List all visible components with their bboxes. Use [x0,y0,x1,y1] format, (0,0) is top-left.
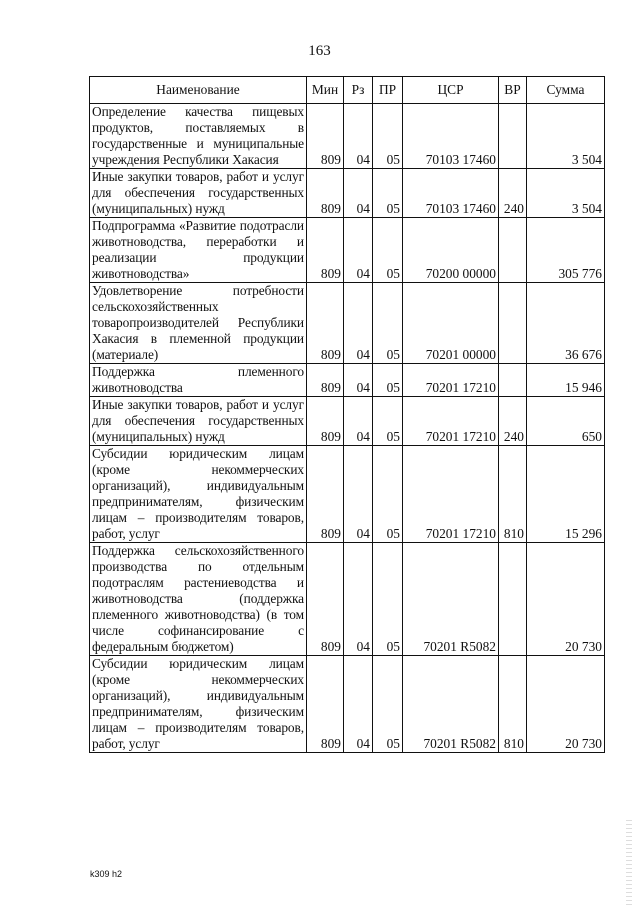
row-min: 809 [307,283,344,364]
row-csr: 70201 17210 [403,397,499,446]
row-vr [499,218,527,283]
row-min: 809 [307,169,344,218]
row-csr: 70201 00000 [403,283,499,364]
row-min: 809 [307,446,344,543]
row-pr: 05 [373,218,403,283]
row-name: Иные закупки товаров, работ и услуг для обеспечения государственных (муниципальных) нужд [90,397,307,446]
row-pr: 05 [373,656,403,753]
row-pr: 05 [373,104,403,169]
row-name: Подпрограмма «Развитие подотрасли животноводства, переработки и реализации продукции животноводства» [90,218,307,283]
row-min: 809 [307,397,344,446]
table-header-row [90,77,605,104]
row-sum: 305 776 [527,218,605,283]
column-header: Сумма [527,77,605,104]
row-csr: 70103 17460 [403,104,499,169]
row-vr: 240 [499,397,527,446]
row-name: Поддержка племенного животноводства [90,364,307,397]
row-name: Субсидии юридическим лицам (кроме некоммерческих организаций), индивидуальным предпринимателям, физическим лицам – производителям товаров, работ, услуг [90,446,307,543]
scan-margin-noise [626,820,632,905]
footer-code: k309 h2 [90,869,123,879]
row-sum: 3 504 [527,169,605,218]
column-header: Мин [307,77,344,104]
budget-table [89,76,605,753]
row-sum: 650 [527,397,605,446]
column-header: Рз [344,77,373,104]
row-sum: 36 676 [527,283,605,364]
row-min: 809 [307,364,344,397]
row-rz: 04 [344,656,373,753]
row-min: 809 [307,218,344,283]
row-pr: 05 [373,543,403,656]
table-row [90,543,605,656]
row-rz: 04 [344,446,373,543]
row-name: Определение качества пищевых продуктов, поставляемых в государственные и муниципальные учреждения Республики Хакасия [90,104,307,169]
row-sum: 15 946 [527,364,605,397]
row-vr: 810 [499,446,527,543]
column-header: ВР [499,77,527,104]
row-csr: 70200 00000 [403,218,499,283]
row-rz: 04 [344,169,373,218]
row-rz: 04 [344,283,373,364]
row-name: Поддержка сельскохозяйственного производства по отдельным подотраслям растениеводства и животноводства (поддержка племенного животноводства) (в том числе софинансирование с федеральным бюджетом) [90,543,307,656]
table-row [90,283,605,364]
row-csr: 70201 17210 [403,364,499,397]
page-number: 163 [308,43,331,59]
table-row [90,656,605,753]
row-sum: 20 730 [527,543,605,656]
row-rz: 04 [344,364,373,397]
row-rz: 04 [344,104,373,169]
column-header: Наименование [90,77,307,104]
row-min: 809 [307,104,344,169]
row-csr: 70201 17210 [403,446,499,543]
row-pr: 05 [373,397,403,446]
table-row [90,364,605,397]
row-vr [499,283,527,364]
row-pr: 05 [373,169,403,218]
row-sum: 15 296 [527,446,605,543]
column-header: ПР [373,77,403,104]
table-row [90,397,605,446]
row-sum: 3 504 [527,104,605,169]
table-row [90,218,605,283]
row-min: 809 [307,656,344,753]
table-row [90,104,605,169]
row-name: Удовлетворение потребности сельскохозяйственных товаропроизводителей Республики Хакасия в племенной продукции (материале) [90,283,307,364]
column-header: ЦСР [403,77,499,104]
row-rz: 04 [344,397,373,446]
row-pr: 05 [373,283,403,364]
row-sum: 20 730 [527,656,605,753]
row-csr: 70201 R5082 [403,543,499,656]
row-vr: 810 [499,656,527,753]
row-pr: 05 [373,446,403,543]
row-rz: 04 [344,218,373,283]
row-vr [499,104,527,169]
table-row [90,446,605,543]
row-vr [499,364,527,397]
row-vr: 240 [499,169,527,218]
row-rz: 04 [344,543,373,656]
row-pr: 05 [373,364,403,397]
row-vr [499,543,527,656]
table-row [90,169,605,218]
row-csr: 70201 R5082 [403,656,499,753]
row-name: Субсидии юридическим лицам (кроме некоммерческих организаций), индивидуальным предпринимателям, физическим лицам – производителям товаров, работ, услуг [90,656,307,753]
row-min: 809 [307,543,344,656]
row-name: Иные закупки товаров, работ и услуг для обеспечения государственных (муниципальных) нужд [90,169,307,218]
row-csr: 70103 17460 [403,169,499,218]
